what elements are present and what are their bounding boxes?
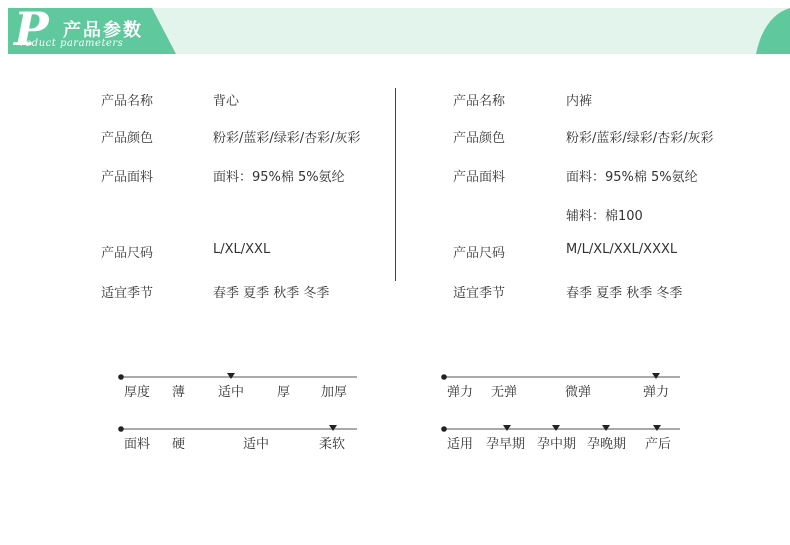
scale-option: 厚 [277,385,291,400]
spec-label: 产品名称 [453,94,506,109]
scale-option: 无弹 [491,385,518,400]
scale-marker [552,425,560,431]
spec-value: 背心 [213,94,240,109]
spec-label: 产品面料 [453,170,506,185]
spec-value: 粉彩/蓝彩/绿彩/杏彩/灰彩 [566,131,714,146]
spec-value: 春季 夏季 秋季 冬季 [213,286,330,301]
spec-value: L/XL/XXL [213,242,271,257]
scale-option: 柔软 [319,437,346,452]
scale-title: 弹力 [447,385,474,400]
spec-value: 粉彩/蓝彩/绿彩/杏彩/灰彩 [213,131,361,146]
scale-start-dot [118,374,124,380]
banner-title: 产品参数 [63,20,143,41]
scale-start-dot [118,426,124,432]
scale-option: 适中 [243,437,270,452]
spec-label: 产品尺码 [101,246,154,261]
scale-option: 硬 [172,437,186,452]
logo-letter: P [14,2,49,56]
spec-value: 春季 夏季 秋季 冬季 [566,286,683,301]
spec-label: 产品面料 [101,170,154,185]
spec-value: 面料：95%棉 5%氨纶 [213,170,345,185]
scale-option: 孕晚期 [587,437,627,452]
scale-title: 厚度 [124,385,151,400]
spec-value: 辅料：棉100 [566,209,643,224]
scale-title: 适用 [447,437,474,452]
spec-value: M/L/XL/XXL/XXXL [566,242,678,257]
spec-label: 产品尺码 [453,246,506,261]
scale-option: 产后 [645,437,672,452]
spec-label: 适宜季节 [101,286,154,301]
spec-label: 产品颜色 [101,131,154,146]
spec-label: 产品颜色 [453,131,506,146]
scale-start-dot [441,374,447,380]
spec-value: 内裤 [566,94,593,109]
scale-marker [602,425,610,431]
scale-marker [503,425,511,431]
scale-marker [652,373,660,379]
scale-option: 孕早期 [486,437,526,452]
scale-marker [653,425,661,431]
spec-value: 面料：95%棉 5%氨纶 [566,170,698,185]
spec-label: 产品名称 [101,94,154,109]
scale-option: 弹力 [643,385,670,400]
spec-label: 适宜季节 [453,286,506,301]
scale-option: 微弹 [565,385,592,400]
scale-marker [227,373,235,379]
scale-option: 适中 [218,385,245,400]
scale-option: 薄 [172,385,186,400]
scale-title: 面料 [124,437,151,452]
scale-option: 加厚 [321,385,348,400]
scale-start-dot [441,426,447,432]
scale-option: 孕中期 [537,437,577,452]
banner-subtitle: roduct parameters [20,38,124,49]
scale-marker [329,425,337,431]
